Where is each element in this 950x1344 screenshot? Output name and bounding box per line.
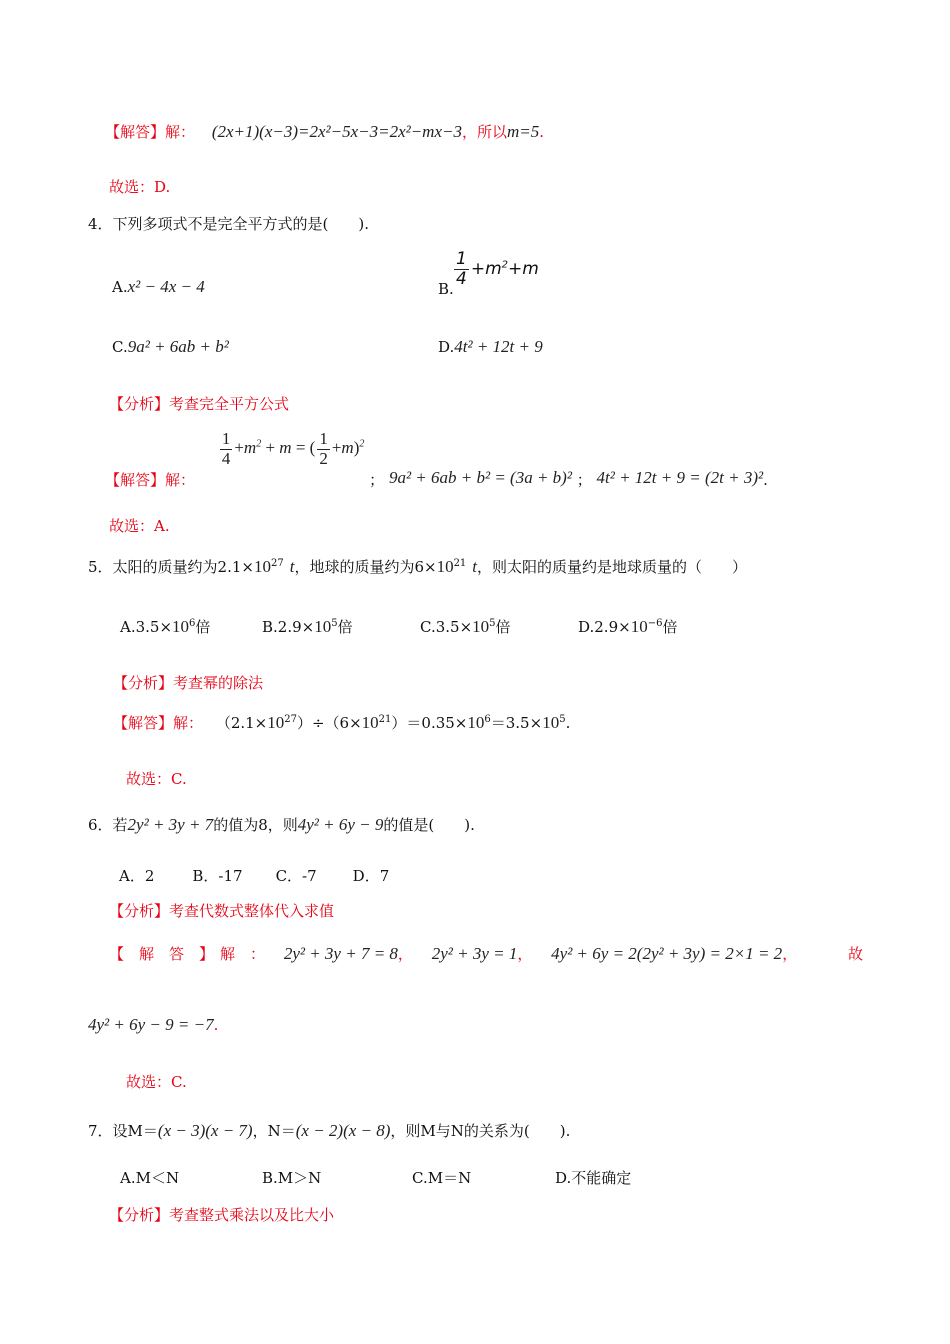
q6-analysis: 【分析】考查代数式整体代入求值 bbox=[109, 902, 335, 920]
math-expression: 4t² + 12t + 9 bbox=[454, 337, 543, 356]
q4-option-b-expr: $\frac{1}{4}$ $+m^2+m$ bbox=[456, 249, 539, 289]
math-expression: m=5 bbox=[507, 122, 540, 141]
math-expression: 2y² + 3y + 7 bbox=[127, 815, 214, 834]
q4-stem: 4．下列多项式不是完全平方式的是( ). bbox=[88, 215, 370, 233]
math-expression: 4t² + 12t + 9 = (2t + 3)² bbox=[596, 468, 764, 488]
q6-solution: 【 解 答 】 解 ： 2y² + 3y + 7 = 8， 2y² + 3y = 1， 4y² + 6y = 2(2y² + 3y) = 2×1 = 2， bbox=[109, 944, 798, 963]
q7-option-a: A.M＜N bbox=[120, 1169, 180, 1187]
math-expression: 2y² + 3y + 7 = 8 bbox=[283, 944, 398, 963]
q4-choice: 故选：A. bbox=[109, 517, 170, 535]
q4-option-d: D.4t² + 12t + 9 bbox=[438, 337, 543, 356]
q4-solution: 【解答】解： $\frac{1}{4}$ $+m^2 + m$ = ( $\frac{1}{2}$ +m)$^2$ ； 9a² + 6ab + b² = (3a + b)² ； 4t² + 12t + 9 = (2t + 3)². bbox=[105, 429, 768, 490]
answer-label: 【 解 答 】 bbox=[109, 945, 215, 963]
q4-option-c: C.9a² + 6ab + b² bbox=[112, 337, 229, 356]
q4-analysis: 【分析】考查完全平方公式 bbox=[109, 395, 290, 413]
math-expression: x² − 4x − 4 bbox=[127, 277, 205, 296]
q5-solution: 【解答】解： $(2.1\times 10^{27})\div(6\times 10^{21})=0.35\times 10^6=3.5\times 10^5$. bbox=[113, 713, 571, 732]
math-expression: 4y² + 6y − 9 = −7 bbox=[88, 1015, 214, 1034]
q7-stem: 7．设M＝(x − 3)(x − 7)，N＝(x − 2)(x − 8)，则M与N的关系为( ). bbox=[88, 1121, 571, 1140]
q4-option-b-letter: B. bbox=[438, 280, 454, 298]
q7-option-c: C.M＝N bbox=[412, 1169, 472, 1187]
q5-option-b: $B.2.9\times 10^5$倍 bbox=[262, 617, 353, 636]
q4-option-a: A.x² − 4x − 4 bbox=[112, 277, 205, 296]
q5-option-a: $A.3.5\times 10^6$倍 bbox=[120, 617, 211, 636]
answer-label: 【解答】 bbox=[113, 714, 174, 732]
q3-solution: 【解答】解： (2x+1)(x−3)=2x²−5x−3=2x²−mx−3，所以m=5. bbox=[105, 122, 545, 141]
math-expression: (x − 2)(x − 8) bbox=[295, 1121, 391, 1140]
math-expression: (x − 3)(x − 7) bbox=[157, 1121, 253, 1140]
answer-label: 【解答】 bbox=[105, 123, 166, 141]
math-expression: (2x+1)(x−3)=2x²−5x−3=2x²−mx−3 bbox=[211, 122, 462, 141]
q6-choice: 故选：C. bbox=[126, 1073, 187, 1091]
q5-choice: 故选：C. bbox=[126, 770, 187, 788]
q3-choice: 故选：D. bbox=[109, 178, 171, 196]
q5-analysis: 【分析】考查幂的除法 bbox=[113, 674, 264, 692]
answer-label: 【解答】 bbox=[105, 471, 166, 490]
q7-option-d: D.不能确定 bbox=[555, 1169, 632, 1187]
math-expression: $\frac{1}{4}$ $+m^2 + m$ = ( $\frac{1}{2}$ +m)$^2$ bbox=[221, 429, 365, 468]
q6-stem: 6．若2y² + 3y + 7的值为8，则4y² + 6y − 9的值是( ). bbox=[88, 815, 475, 834]
math-expression: 2y² + 3y = 1 bbox=[431, 944, 518, 963]
q7-option-b: B.M＞N bbox=[262, 1169, 322, 1187]
q5-option-c: $C.3.5\times 10^5$倍 bbox=[420, 617, 511, 636]
math-expression: 9a² + 6ab + b² bbox=[127, 337, 229, 356]
math-expression: 9a² + 6ab + b² = (3a + b)² bbox=[388, 468, 572, 488]
q6-gu: 故 bbox=[848, 945, 864, 963]
q6-conclusion: 4y² + 6y − 9 = −7. bbox=[88, 1015, 219, 1034]
q5-option-d: $D.2.9\times 10^{-6}$倍 bbox=[578, 617, 678, 636]
math-expression: 4y² + 6y − 9 bbox=[297, 815, 384, 834]
q6-options: A．2 B．-17 C．-7 D．7 bbox=[119, 867, 390, 885]
q7-analysis: 【分析】考查整式乘法以及比大小 bbox=[109, 1206, 335, 1224]
q5-stem: 5．太阳的质量约为$2.1\times 10^{27}$ t，地球的质量约为$6\times 10^{21}$ t，则太阳的质量约是地球质量的（ ） bbox=[88, 557, 748, 576]
math-expression: 4y² + 6y = 2(2y² + 3y) = 2×1 = 2 bbox=[551, 944, 783, 963]
